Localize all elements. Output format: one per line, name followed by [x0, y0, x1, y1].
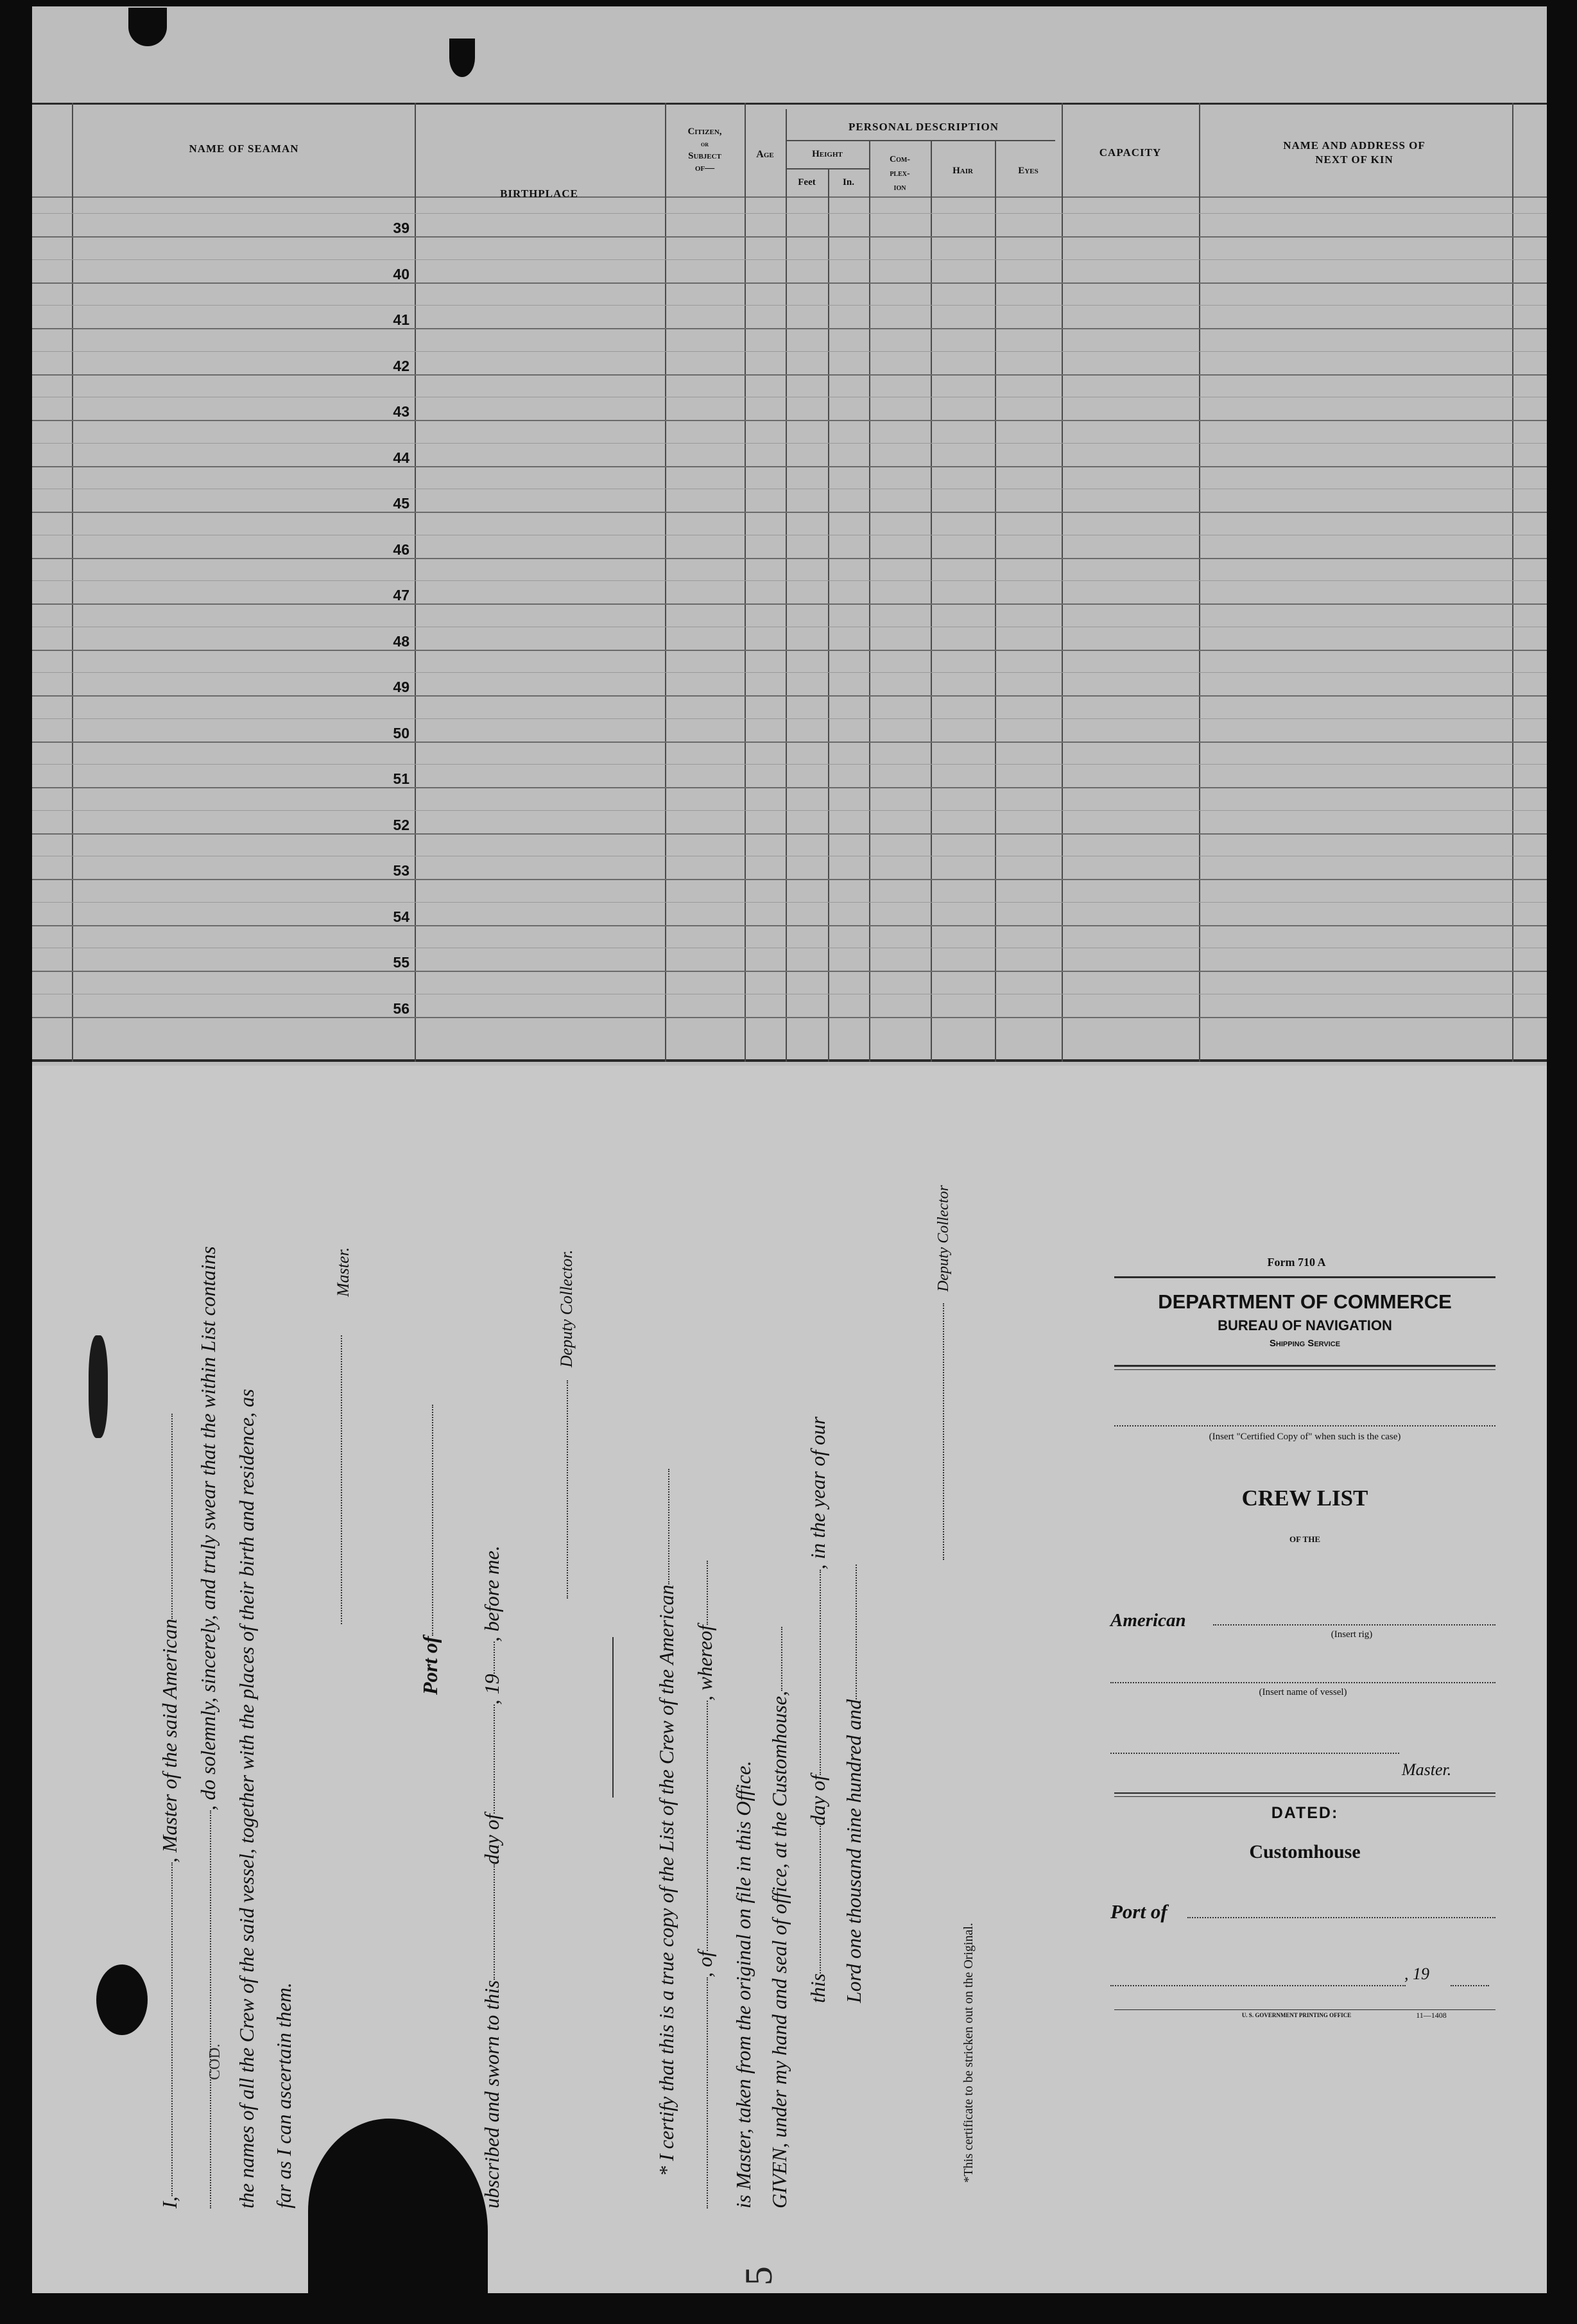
rig-line — [1213, 1624, 1495, 1626]
table-row-number: 42 — [393, 357, 409, 374]
form-number: Form 710 A — [1267, 1256, 1326, 1269]
table-row-line — [32, 971, 1547, 972]
form-print-code: 11—1408 — [1416, 2011, 1447, 2020]
top-edge-damage — [128, 8, 167, 46]
table-row-line — [32, 374, 1547, 376]
form-master: Master. — [1402, 1760, 1452, 1779]
year-line — [1451, 1985, 1489, 1986]
table-row-number: 55 — [393, 954, 409, 971]
header-name-of-seaman: NAME OF SEAMAN — [189, 143, 299, 155]
table-row-line — [32, 282, 1547, 284]
form-mid-rule-thin — [1114, 1369, 1495, 1370]
header-birthplace: BIRTHPLACE — [500, 187, 578, 200]
table-row-number: 48 — [393, 632, 409, 650]
form-master-rule — [1114, 1792, 1495, 1794]
table-row-number: 56 — [393, 1000, 409, 1017]
date-line — [1110, 1985, 1406, 1986]
table-row-guide — [32, 213, 1547, 214]
header-age: Age — [756, 149, 774, 160]
column-divider — [828, 169, 829, 1062]
form-bottom-rule — [1114, 2009, 1495, 2010]
deputy-collector-signature: Deputy Collector. — [553, 1250, 577, 1599]
table-row-line — [32, 925, 1547, 926]
table-row-guide — [32, 718, 1547, 719]
port-line — [1187, 1917, 1495, 1918]
form-service: Shipping Service — [1269, 1338, 1341, 1349]
header-height: Height — [812, 149, 843, 159]
table-row-line — [32, 879, 1547, 880]
table-bottom-rule — [32, 1059, 1547, 1062]
table-row-guide — [32, 810, 1547, 811]
table-row-number: 41 — [393, 311, 409, 328]
table-row-line — [32, 695, 1547, 697]
table-row-line — [32, 466, 1547, 467]
table-row-line — [32, 236, 1547, 238]
header-complexion: Com- plex- ion — [890, 155, 910, 193]
column-divider — [745, 103, 746, 1062]
table-row-number: 44 — [393, 449, 409, 466]
form-bureau: BUREAU OF NAVIGATION — [1218, 1317, 1392, 1333]
column-divider — [1512, 103, 1513, 1062]
certificate-footnote: *This certificate to be stricken out on the Original. — [961, 1923, 976, 2183]
table-row-line — [32, 512, 1547, 513]
column-divider — [1062, 103, 1063, 1062]
table-row-line — [32, 603, 1547, 605]
form-mid-rule — [1114, 1365, 1495, 1367]
table-row-line — [32, 650, 1547, 651]
vessel-name-line — [1110, 1682, 1495, 1683]
column-divider — [995, 141, 996, 1062]
stray-mark-cod: COD. — [207, 2043, 223, 2080]
table-row-guide — [32, 580, 1547, 581]
table-top-rule — [32, 103, 1547, 105]
table-row-guide — [32, 764, 1547, 765]
table-row-guide — [32, 305, 1547, 306]
table-row-guide — [32, 351, 1547, 352]
table-row-number: 40 — [393, 265, 409, 282]
table-row-line — [32, 420, 1547, 421]
certified-copy-line — [1114, 1425, 1495, 1426]
column-divider — [786, 109, 787, 1062]
oath-line-3: the names of all the Crew of the said vessel, together with the places of their birth and residence, as — [235, 1389, 258, 2208]
form-american: American — [1110, 1610, 1186, 1631]
table-row-number: 49 — [393, 679, 409, 695]
form-customhouse: Customhouse — [1249, 1841, 1361, 1862]
oath-line-1: I,, Master of the said American — [158, 1414, 182, 2208]
certified-copy-note: (Insert "Certified Copy of" when such is the case) — [1209, 1432, 1401, 1442]
master-signature-line — [327, 1335, 351, 1624]
form-insert-rig: (Insert rig) — [1331, 1629, 1373, 1640]
form-printer: U. S. GOVERNMENT PRINTING OFFICE — [1241, 2012, 1352, 2018]
certificate-line-2: , of, whereof — [693, 1561, 717, 2208]
header-feet: Feet — [798, 177, 816, 187]
table-row-number: 45 — [393, 495, 409, 512]
table-row-number: 53 — [393, 862, 409, 879]
ink-blot — [96, 1964, 148, 2035]
subscribed-line: ubscribed and sworn to thisday of, 19, before me. — [480, 1545, 503, 2208]
table-row-number: 39 — [393, 220, 409, 236]
form-top-rule — [1114, 1276, 1495, 1278]
table-row-guide — [32, 443, 1547, 444]
master-name-line — [1110, 1753, 1399, 1754]
header-eyes: Eyes — [1018, 166, 1038, 176]
column-divider — [1199, 103, 1200, 1062]
form-title: CREW LIST — [1241, 1486, 1368, 1511]
table-row-line — [32, 558, 1547, 559]
header-hair: Hair — [952, 166, 973, 176]
certificate-line-1: * I certify that this is a true copy of the List of the Crew of the American — [655, 1469, 678, 2176]
oath-line-4: far as I can ascertain them. — [272, 1982, 295, 2208]
table-row-guide — [32, 672, 1547, 673]
table-row-number: 54 — [393, 908, 409, 925]
table-row-number: 50 — [393, 724, 409, 741]
master-label: Master. — [334, 1247, 352, 1297]
table-row-line — [32, 1017, 1547, 1018]
certificate-line-4: GIVEN, under my hand and seal of office, at the Customhouse, — [768, 1627, 791, 2208]
form-of-the: OF THE — [1289, 1534, 1321, 1544]
table-row-line — [32, 833, 1547, 835]
form-dated: DATED: — [1271, 1804, 1339, 1822]
table-row-number: 51 — [393, 770, 409, 787]
table-row-line — [32, 741, 1547, 743]
table-row-number: 47 — [393, 587, 409, 603]
column-divider — [415, 103, 416, 1062]
certificate-deputy-collector: Deputy Collector — [929, 1185, 953, 1560]
header-inches: In. — [843, 177, 854, 187]
table-header-bottom-rule — [32, 196, 1547, 198]
column-divider — [931, 141, 932, 1062]
form-master-rule-thin — [1114, 1796, 1495, 1797]
oath-line-2: , do solemnly, sincerely, and truly swear that the within List contains — [196, 1246, 220, 2208]
table-row-number: 43 — [393, 403, 409, 420]
certificate-line-5: thisday of, in the year of our — [806, 1416, 829, 2003]
port-of-line: Port of — [418, 1405, 442, 1695]
column-divider — [869, 141, 870, 1062]
column-divider — [72, 103, 73, 1062]
table-row-line — [32, 328, 1547, 329]
ink-smudge — [89, 1335, 108, 1438]
certificate-line-6: Lord one thousand nine hundred and — [842, 1565, 866, 2003]
table-row-line — [32, 787, 1547, 788]
table-row-number: 52 — [393, 816, 409, 833]
form-year: , 19 — [1404, 1964, 1429, 1983]
table-row-guide — [32, 259, 1547, 260]
separator-rule — [612, 1637, 614, 1798]
certificate-line-3: is Master, taken from the original on file in this Office. — [732, 1760, 755, 2208]
form-department: DEPARTMENT OF COMMERCE — [1158, 1290, 1452, 1313]
table-row-number: 46 — [393, 541, 409, 558]
height-rule — [786, 168, 869, 169]
header-citizen: Citizen, or Subject of— — [687, 126, 722, 173]
header-capacity: CAPACITY — [1099, 146, 1162, 159]
header-next-of-kin: NAME AND ADDRESS OF NEXT OF KIN — [1283, 139, 1426, 166]
form-port-of: Port of — [1110, 1900, 1168, 1923]
personal-description-rule — [786, 140, 1055, 141]
column-divider — [665, 103, 666, 1062]
stray-mark-five: 5 — [737, 2266, 780, 2285]
form-insert-vessel: (Insert name of vessel) — [1259, 1687, 1347, 1697]
header-personal-description: PERSONAL DESCRIPTION — [849, 121, 999, 133]
table-row-guide — [32, 902, 1547, 903]
top-edge-damage — [449, 39, 475, 77]
